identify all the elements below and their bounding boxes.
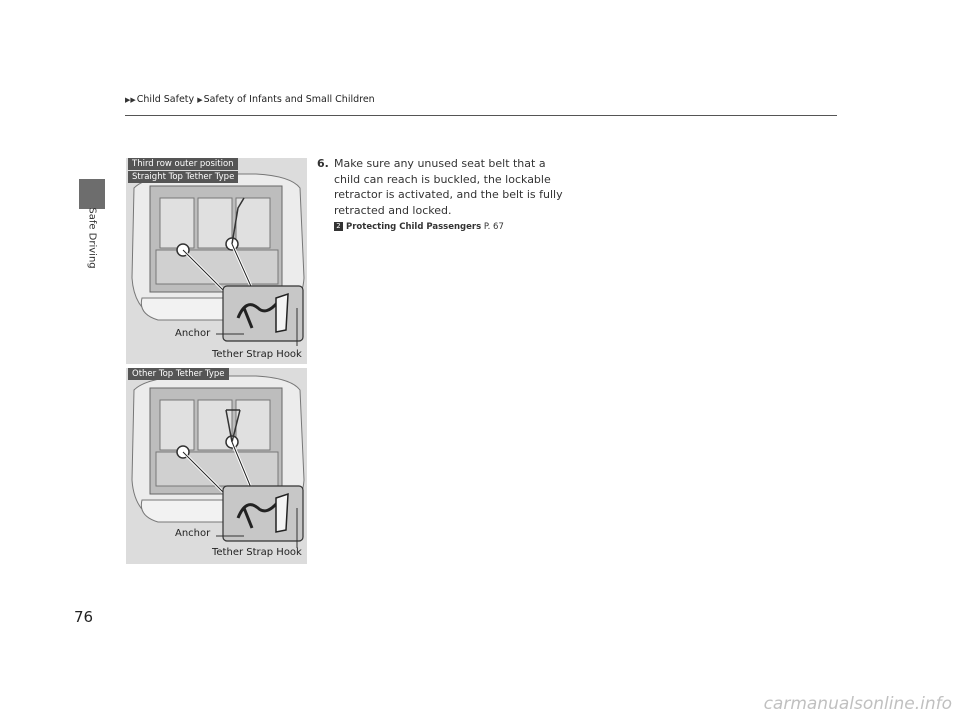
breadcrumb-arrow-icon: ▶▶ xyxy=(125,96,136,104)
cross-reference[interactable] xyxy=(334,220,567,236)
anchor-callout: Anchor xyxy=(175,528,211,539)
page-number: 76 xyxy=(74,608,94,626)
reference-arrow-icon: 2 xyxy=(334,222,343,231)
reference-title[interactable]: Protecting Child Passengers xyxy=(346,222,482,232)
figure-tag: Straight Top Tether Type xyxy=(128,171,238,183)
breadcrumb-item[interactable]: Child Safety xyxy=(136,94,195,105)
tether-hook-callout: Tether Strap Hook xyxy=(212,349,302,360)
breadcrumb-arrow-icon: ▶ xyxy=(197,96,203,104)
tether-hook-callout: Tether Strap Hook xyxy=(212,547,302,558)
breadcrumb-item[interactable]: Safety of Infants and Small Children xyxy=(203,94,375,105)
step-number: 6. xyxy=(317,157,329,170)
header-divider xyxy=(125,115,837,116)
cargo-area-illustration xyxy=(126,158,307,364)
reference-page[interactable]: P. 67 xyxy=(483,222,504,232)
watermark: carmanualsonline.info xyxy=(763,694,952,714)
figure-tag: Third row outer position xyxy=(128,158,238,170)
section-label: Safe Driving xyxy=(86,207,98,269)
section-tab-marker xyxy=(79,179,105,209)
tether-figure-other xyxy=(126,368,307,564)
step-text: Make sure any unused seat belt that a child can reach is buckled, the lockable retractor is activated, and the belt is fully retracted and locked. xyxy=(334,157,563,217)
tether-figure-straight xyxy=(126,158,307,364)
instruction-step xyxy=(317,156,567,236)
anchor-callout: Anchor xyxy=(175,328,211,339)
cargo-area-illustration xyxy=(126,368,307,564)
figure-tag: Other Top Tether Type xyxy=(128,368,229,380)
breadcrumb xyxy=(125,94,375,105)
